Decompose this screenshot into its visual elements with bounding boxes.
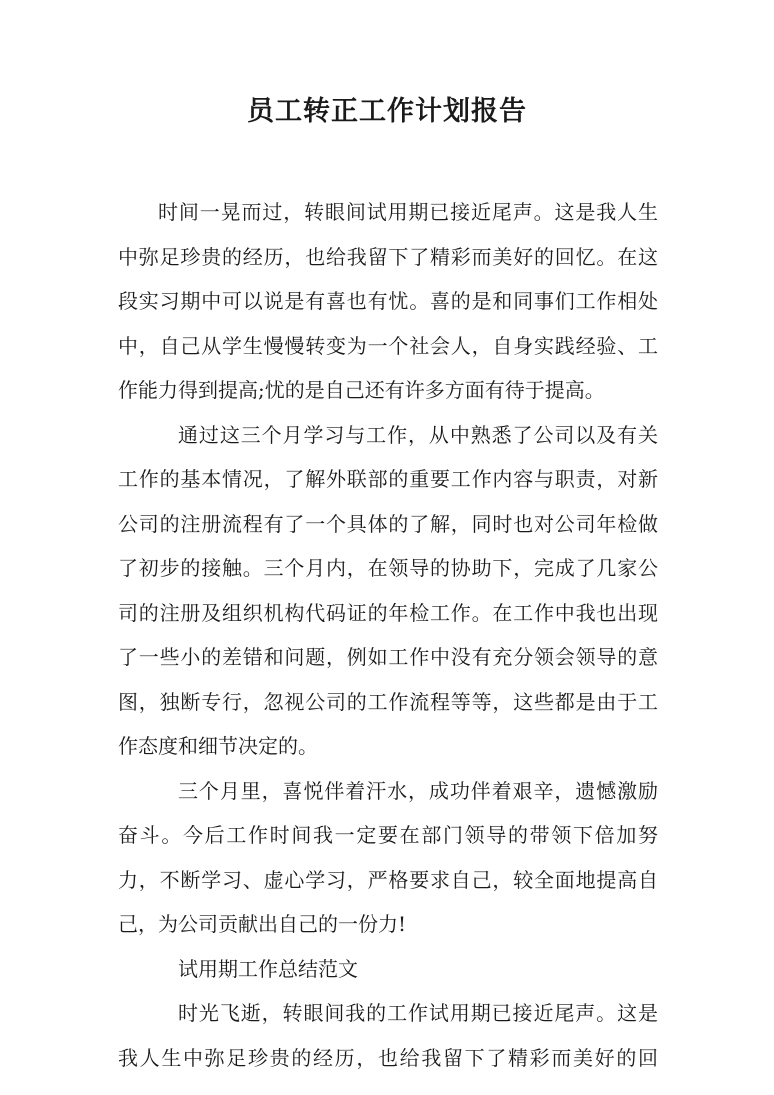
text-line: 力，不断学习、虚心学习，严格要求自己，较全面地提高自: [118, 867, 658, 892]
section-heading: 试用期工作总结范文: [178, 956, 358, 981]
paragraph: [118, 413, 658, 769]
document-body: [118, 190, 658, 1080]
text-line: 通过这三个月学习与工作，从中熟悉了公司以及有关: [178, 422, 658, 447]
text-line: 己，为公司贡献出自己的一份力!: [118, 912, 407, 936]
text-line: 我人生中弥足珍贵的经历，也给我留下了精彩而美好的回: [118, 1045, 658, 1070]
text-line: 图，独断专行，忽视公司的工作流程等等，这些都是由于工: [118, 689, 658, 714]
paragraph: [118, 991, 658, 1080]
text-line: 时间一晃而过，转眼间试用期已接近尾声。这是我人生: [158, 200, 658, 224]
text-line: 三个月里，喜悦伴着汗水，成功伴着艰辛，遗憾激励: [178, 778, 658, 803]
text-line: 了一些小的差错和问题，例如工作中没有充分领会领导的意: [118, 645, 658, 669]
paragraph: [118, 947, 658, 992]
text-line: 奋斗。今后工作时间我一定要在部门领导的带领下倍加努: [118, 823, 658, 847]
text-line: 作态度和细节决定的。: [118, 734, 318, 758]
text-line: 时光飞逝，转眼间我的工作试用期已接近尾声。这是: [178, 1001, 658, 1025]
paragraph: [118, 769, 658, 947]
text-line: 司的注册及组织机构代码证的年检工作。在工作中我也出现: [118, 600, 658, 625]
text-line: 段实习期中可以说是有喜也有忧。喜的是和同事们工作相处: [118, 289, 658, 313]
text-line: 中，自己从学生慢慢转变为一个社会人，自身实践经验、工: [118, 333, 658, 358]
text-line: 工作的基本情况，了解外联部的重要工作内容与职责，对新: [118, 467, 658, 491]
text-line: 了初步的接触。三个月内，在领导的协助下，完成了几家公: [118, 556, 658, 580]
paragraph: [118, 190, 658, 413]
text-line: 中弥足珍贵的经历，也给我留下了精彩而美好的回忆。在这: [118, 244, 658, 269]
text-line: 公司的注册流程有了一个具体的了解，同时也对公司年检做: [118, 511, 658, 536]
text-line: 作能力得到提高;忧的是自己还有许多方面有待于提高。: [118, 378, 605, 402]
document-title: 员工转正工作计划报告: [247, 96, 527, 127]
